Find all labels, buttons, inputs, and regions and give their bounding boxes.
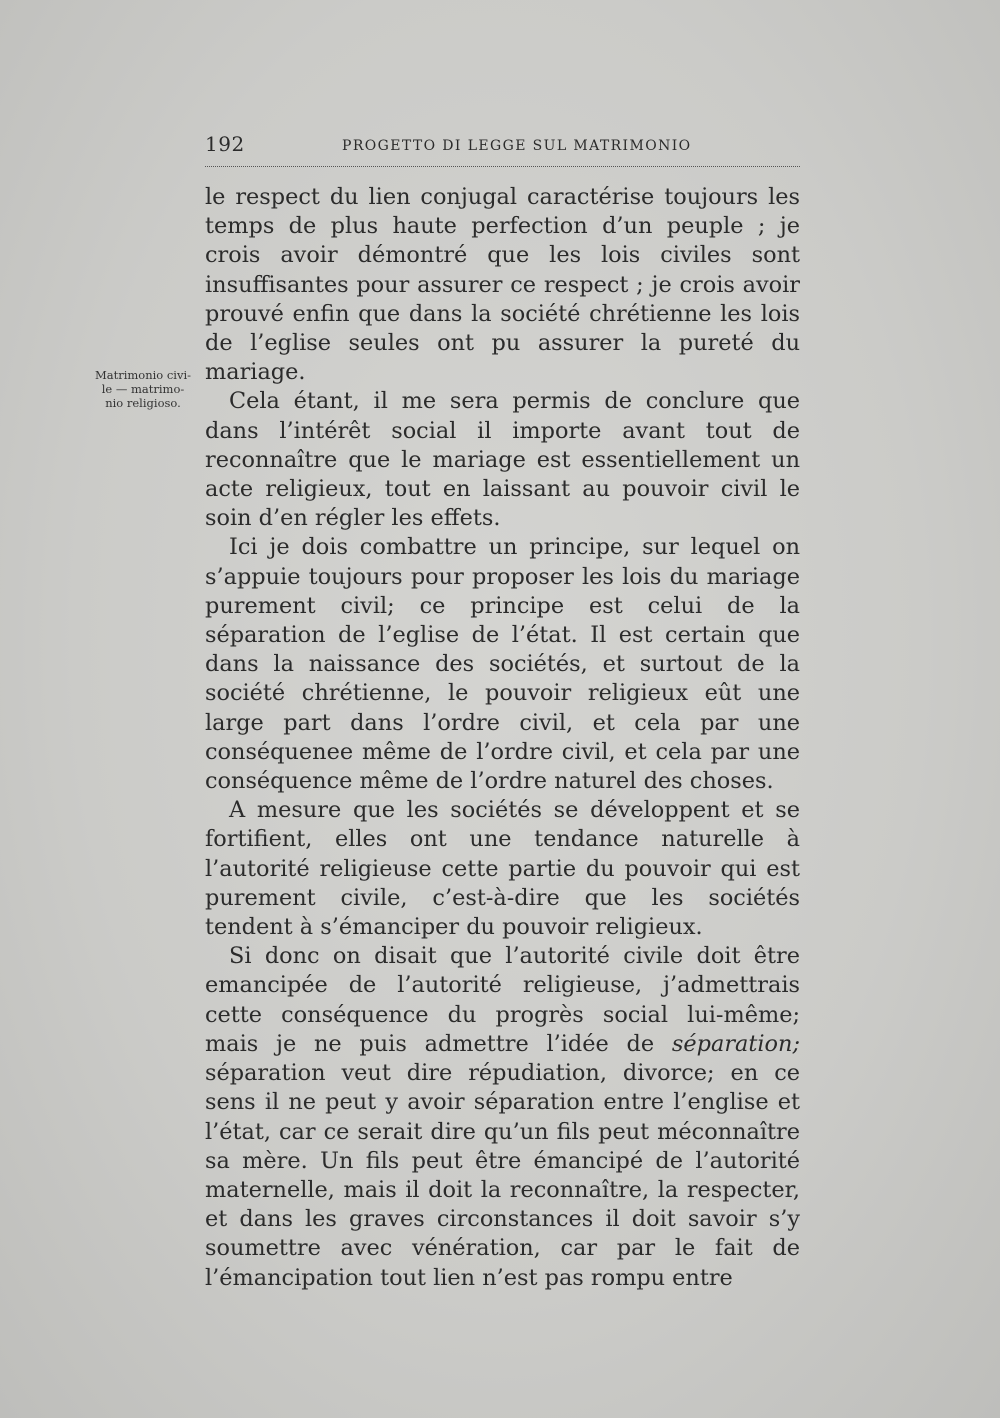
paragraph	[205, 942, 800, 1292]
margin-note-line: le — matrimo-	[101, 382, 185, 396]
paragraph: Ici je dois combattre un principe, sur lequel on s’appuie toujours pour proposer les lois du mariage purement civil; ce principe est celui de la séparation de l’eglise de l’état. Il est certain que dans la naissance des sociétés, et surtout de la société chrétienne, le pouvoir religieux eût une large part dans l’ordre civil, et cela par une conséquenee même de l’ordre civil, et cela par une conséquence même de l’ordre naturel des choses.	[205, 534, 800, 795]
paragraph: A mesure que les sociétés se développent et se fortifient, elles ont une tendance naturelle à l’autorité religieuse cette partie du pouvoir qui est purement civile, c’est-à-dire que les sociétés tendent à s’émanciper du pouvoir religieux.	[205, 797, 800, 941]
paragraph-text: séparation veut dire répudiation, divorce; en ce sens il ne peut y avoir séparation entre l’englise et l’état, car ce serait dire qu’un fils peut méconnaître sa mère. Un fils peut être émancipé de l’autorité maternelle, mais il doit la reconnaître, la respecter, et dans les graves circonstances il doit savoir s’y soumettre avec vénération, car par le fait de l’émancipation tout lien n’est pas rompu entre	[205, 1060, 800, 1291]
margin-note-line: nio religioso.	[105, 396, 181, 410]
margin-note-line: Matrimonio civi-	[94, 368, 192, 382]
margin-note	[88, 368, 198, 410]
page-header	[205, 130, 800, 167]
paragraph-continuation: le respect du lien conjugal caractérise toujours les temps de plus haute perfection d’un peuple ; je crois avoir démontré que les lois civiles sont insuffisantes pour assurer ce respect ; je crois avoir prouvé enfin que dans la société chrétienne les lois de l’eglise seules ont pu assurer la pureté du mariage.	[205, 184, 800, 386]
body-text	[205, 183, 800, 1293]
running-title: PROGETTO DI LEGGE SUL MATRIMONIO	[342, 138, 692, 154]
paragraph: Cela étant, il me sera permis de conclure que dans l’intérêt social il importe avant tout de reconnaître que le mariage est essentiellement un acte religieux, tout en laissant au pouvoir civil le soin d’en régler les effets.	[205, 388, 800, 532]
emphasized-word: séparation;	[671, 1030, 800, 1057]
page-number: 192	[205, 132, 245, 156]
paragraph-text: Si donc on disait que l’autorité civile doit être emancipée de l’autorité religieuse, j’admettrais cette conséquence du progrès social lui-même; mais je ne puis admettre l’idée de	[205, 943, 800, 1057]
